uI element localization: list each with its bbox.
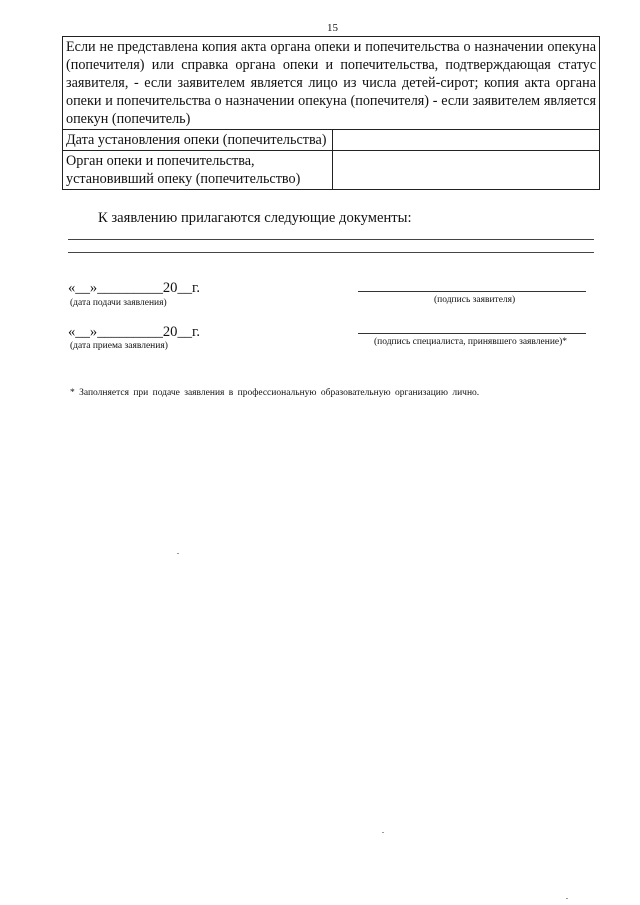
- scan-speck: [566, 898, 568, 899]
- attachments-intro: К заявлению прилагаются следующие документы:: [98, 210, 412, 226]
- page-number: 15: [327, 22, 338, 34]
- specialist-signature-caption: (подпись специалиста, принявшего заявление)*: [374, 337, 568, 347]
- guardianship-date-label: Дата установления опеки (попечительства): [63, 130, 333, 151]
- submission-date-caption: (дата подачи заявления): [70, 298, 167, 308]
- specialist-signature-line[interactable]: [358, 333, 586, 334]
- guardianship-date-field[interactable]: [333, 130, 600, 151]
- form-table: [62, 36, 600, 190]
- note-cell: Если не представлена копия акта органа опеки и попечительства о назначении опекуна (попечителя) или справка органа опеки и попечительства, подтверждающая статус заявителя, - если заявителем является лицо из числа детей-сирот; копия акта органа опеки и попечительства о назначении опекуна (попечителя) - если заявителем является опекун (попечитель): [63, 37, 600, 130]
- footnote: * Заполняется при подаче заявления в профессиональную образовательную организацию лично.: [70, 388, 480, 398]
- scan-speck: [382, 832, 384, 833]
- table-row: [63, 151, 600, 190]
- table-row: [63, 37, 600, 130]
- acceptance-date[interactable]: «__»_________20__г.: [68, 324, 201, 340]
- applicant-signature-line[interactable]: [358, 291, 586, 292]
- applicant-signature-caption: (подпись заявителя): [434, 295, 516, 305]
- table-row: [63, 130, 600, 151]
- attachments-blank-line[interactable]: [68, 239, 594, 240]
- acceptance-date-caption: (дата приема заявления): [70, 341, 168, 351]
- scan-speck: [177, 553, 179, 554]
- guardianship-authority-label: Орган опеки и попечительства, установивший опеку (попечительство): [63, 151, 333, 190]
- attachments-blank-line[interactable]: [68, 252, 594, 253]
- guardianship-authority-field[interactable]: [333, 151, 600, 190]
- submission-date[interactable]: «__»_________20__г.: [68, 280, 201, 296]
